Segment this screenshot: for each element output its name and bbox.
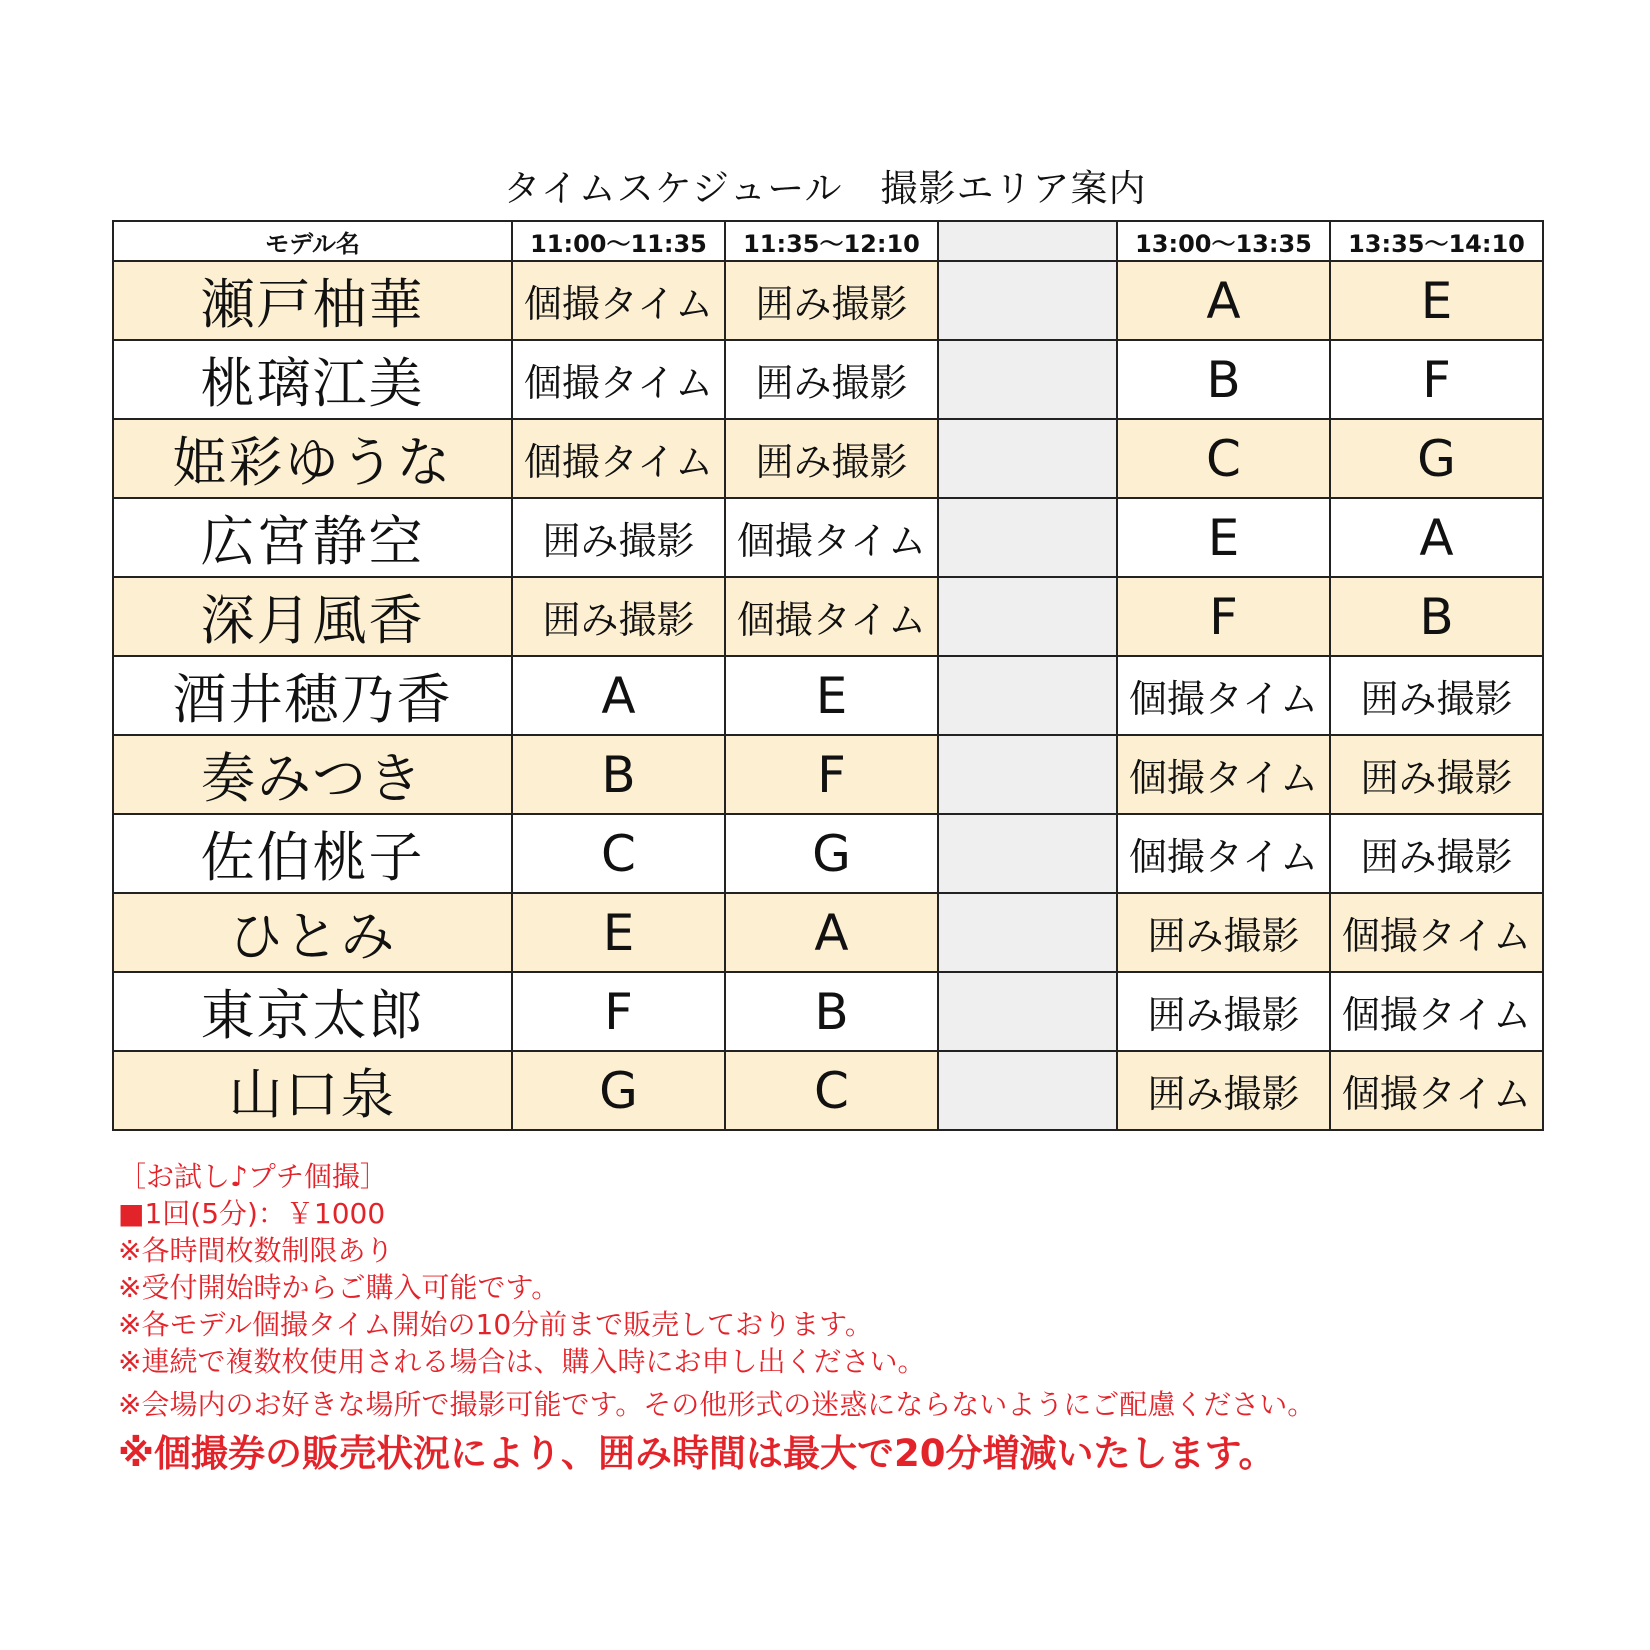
slot-4-cell: F	[1330, 340, 1543, 419]
notes-heading: ［お試し♪プチ個撮］	[118, 1160, 388, 1193]
break-cell	[938, 656, 1117, 735]
slot-3-cell: A	[1117, 261, 1330, 340]
table-row	[113, 1051, 1543, 1130]
note-line: ※連続で複数枚使用される場合は、購入時にお申し出ください。	[118, 1345, 926, 1378]
header-model-name: モデル名	[113, 221, 512, 261]
slot-4-cell: 個撮タイム	[1330, 893, 1543, 972]
slot-1-cell: E	[512, 893, 725, 972]
slot-2-cell: G	[725, 814, 938, 893]
note-line: ※受付開始時からご購入可能です。	[118, 1271, 560, 1304]
break-cell	[938, 893, 1117, 972]
break-cell	[938, 261, 1117, 340]
slot-4-cell: 囲み撮影	[1330, 814, 1543, 893]
break-cell	[938, 735, 1117, 814]
slot-1-cell: A	[512, 656, 725, 735]
slot-2-cell: C	[725, 1051, 938, 1130]
break-cell	[938, 498, 1117, 577]
slot-3-cell: 囲み撮影	[1117, 1051, 1330, 1130]
slot-3-cell: C	[1117, 419, 1330, 498]
slot-3-cell: F	[1117, 577, 1330, 656]
header-slot-2: 11:35〜12:10	[725, 221, 938, 261]
slot-4-cell: E	[1330, 261, 1543, 340]
header-slot-3: 13:00〜13:35	[1117, 221, 1330, 261]
break-cell	[938, 814, 1117, 893]
slot-2-cell: F	[725, 735, 938, 814]
note-line: ※各モデル個撮タイム開始の10分前まで販売しております。	[118, 1308, 873, 1341]
table-row	[113, 419, 1543, 498]
model-name-cell: 佐伯桃子	[113, 814, 512, 893]
break-cell	[938, 340, 1117, 419]
slot-1-cell: F	[512, 972, 725, 1051]
model-name-cell: ひとみ	[113, 893, 512, 972]
slot-4-cell: 個撮タイム	[1330, 1051, 1543, 1130]
table-row	[113, 735, 1543, 814]
model-name-cell: 深月風香	[113, 577, 512, 656]
header-row	[113, 221, 1543, 261]
slot-2-cell: 個撮タイム	[725, 498, 938, 577]
model-name-cell: 広宮静空	[113, 498, 512, 577]
slot-2-cell: 囲み撮影	[725, 261, 938, 340]
model-name-cell: 山口泉	[113, 1051, 512, 1130]
break-cell	[938, 972, 1117, 1051]
slot-2-cell: 囲み撮影	[725, 419, 938, 498]
slot-1-cell: 囲み撮影	[512, 577, 725, 656]
slot-2-cell: A	[725, 893, 938, 972]
slot-4-cell: 個撮タイム	[1330, 972, 1543, 1051]
slot-2-cell: B	[725, 972, 938, 1051]
slot-2-cell: 囲み撮影	[725, 340, 938, 419]
slot-1-cell: G	[512, 1051, 725, 1130]
model-name-cell: 酒井穂乃香	[113, 656, 512, 735]
model-name-cell: 奏みつき	[113, 735, 512, 814]
notes-price: ■1回(5分)：￥1000	[118, 1197, 386, 1230]
model-name-cell: 東京太郎	[113, 972, 512, 1051]
slot-2-cell: E	[725, 656, 938, 735]
header-slot-1: 11:00〜11:35	[512, 221, 725, 261]
table-row	[113, 893, 1543, 972]
slot-1-cell: 囲み撮影	[512, 498, 725, 577]
header-slot-4: 13:35〜14:10	[1330, 221, 1543, 261]
table-row	[113, 656, 1543, 735]
notes-section	[118, 1158, 1598, 1479]
table-row	[113, 972, 1543, 1051]
slot-3-cell: 個撮タイム	[1117, 814, 1330, 893]
break-cell	[938, 1051, 1117, 1130]
note-line: ※各時間枚数制限あり	[118, 1234, 394, 1267]
notes-emphasis: ※個撮券の販売状況により、囲み時間は最大で20分増減いたします。	[118, 1432, 1276, 1475]
slot-2-cell: 個撮タイム	[725, 577, 938, 656]
model-name-cell: 瀬戸柚華	[113, 261, 512, 340]
slot-4-cell: B	[1330, 577, 1543, 656]
slot-4-cell: G	[1330, 419, 1543, 498]
slot-3-cell: B	[1117, 340, 1330, 419]
slot-4-cell: 囲み撮影	[1330, 735, 1543, 814]
slot-3-cell: 個撮タイム	[1117, 735, 1330, 814]
slot-1-cell: C	[512, 814, 725, 893]
model-name-cell: 姫彩ゆうな	[113, 419, 512, 498]
slot-3-cell: 囲み撮影	[1117, 972, 1330, 1051]
schedule-table	[112, 220, 1544, 1131]
slot-1-cell: 個撮タイム	[512, 261, 725, 340]
table-row	[113, 814, 1543, 893]
slot-4-cell: A	[1330, 498, 1543, 577]
table-row	[113, 577, 1543, 656]
slot-3-cell: E	[1117, 498, 1330, 577]
page-title: タイムスケジュール 撮影エリア案内	[503, 167, 1147, 210]
slot-1-cell: 個撮タイム	[512, 340, 725, 419]
slot-1-cell: B	[512, 735, 725, 814]
header-break	[938, 221, 1117, 261]
slot-3-cell: 個撮タイム	[1117, 656, 1330, 735]
slot-3-cell: 囲み撮影	[1117, 893, 1330, 972]
break-cell	[938, 577, 1117, 656]
slot-1-cell: 個撮タイム	[512, 419, 725, 498]
table-row	[113, 261, 1543, 340]
slot-4-cell: 囲み撮影	[1330, 656, 1543, 735]
note-line: ※会場内のお好きな場所で撮影可能です。その他形式の迷惑にならないようにご配慮ください。	[118, 1388, 1316, 1421]
model-name-cell: 桃璃江美	[113, 340, 512, 419]
table-row	[113, 498, 1543, 577]
break-cell	[938, 419, 1117, 498]
table-row	[113, 340, 1543, 419]
